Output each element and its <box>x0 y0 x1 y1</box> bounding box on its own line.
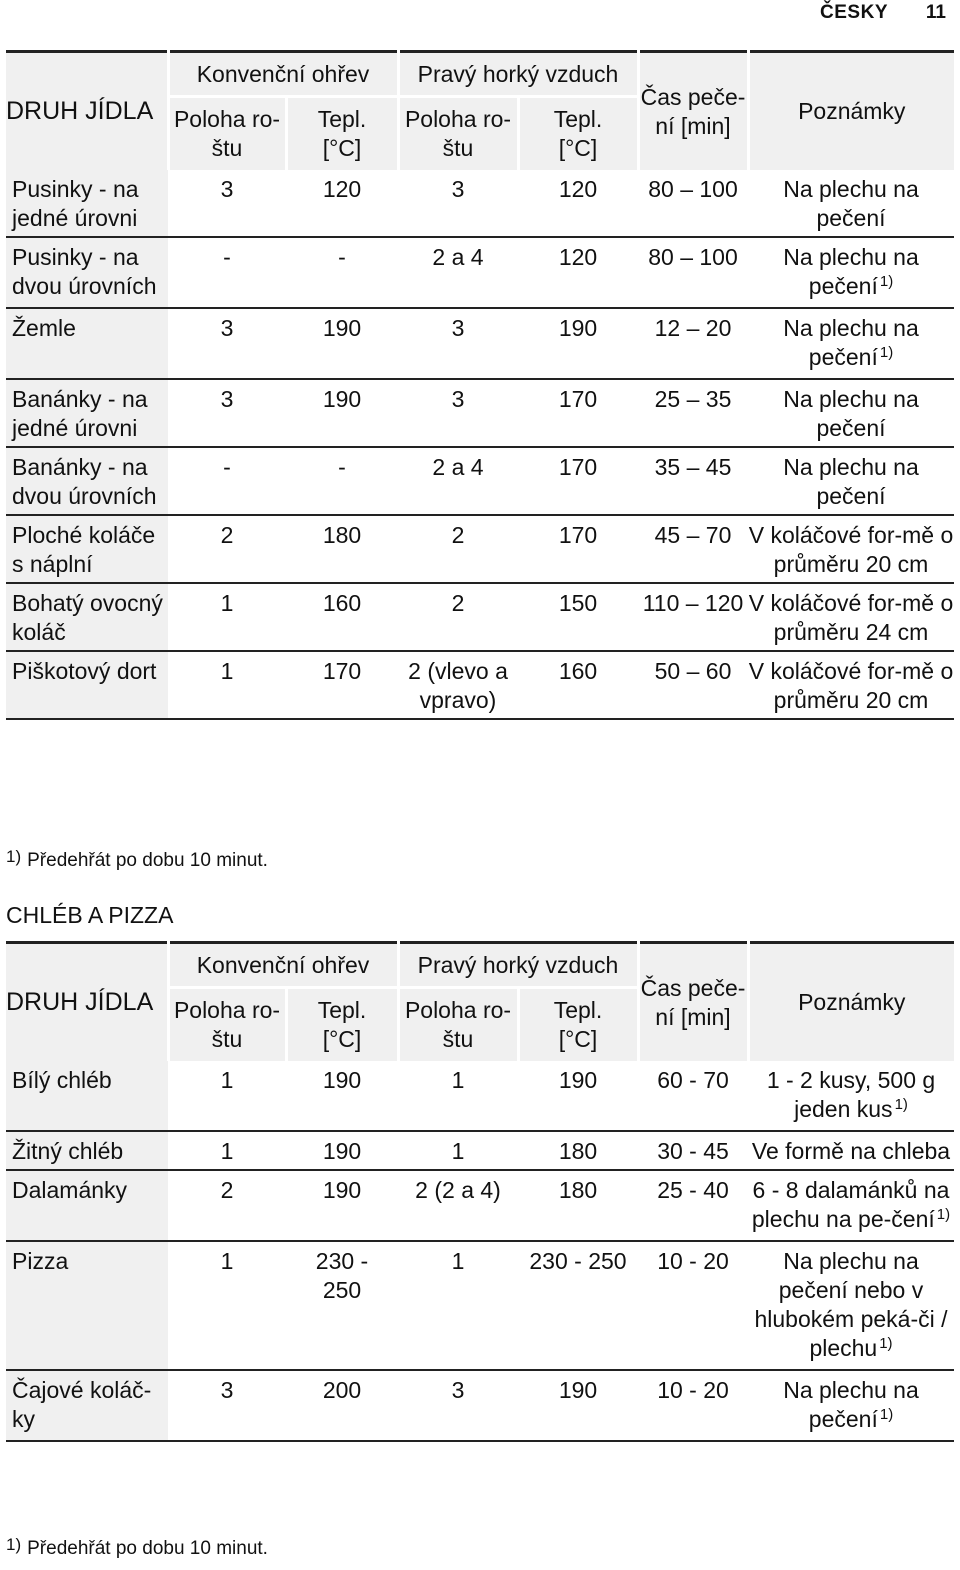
baking-table-cakes <box>6 50 954 720</box>
food-name-cell <box>6 651 168 719</box>
fan-shelf: 3 <box>451 386 465 412</box>
note: Na plechu na pečení <box>783 386 919 441</box>
table-row <box>6 583 954 651</box>
conv-shelf: 2 <box>220 522 234 548</box>
fan-temp-cell <box>518 1170 638 1241</box>
food-name-cell <box>6 1170 168 1241</box>
header-time: Čas peče- ní [min] <box>638 52 748 171</box>
table-row <box>6 308 954 379</box>
food-name: Banánky - na dvou úrovních <box>12 454 157 509</box>
note-cell <box>748 379 954 447</box>
fan-temp-cell <box>518 1370 638 1441</box>
fan-temp: 190 <box>558 1067 598 1093</box>
fan-temp-cell <box>518 1061 638 1131</box>
food-name-cell <box>6 1241 168 1370</box>
page-number: 11 <box>925 2 946 23</box>
conv-shelf-cell <box>168 379 286 447</box>
baking-time-cell <box>638 515 748 583</box>
conv-shelf-cell <box>168 1241 286 1370</box>
header-true-fan: Pravý horký vzduch <box>398 943 638 988</box>
header-fan-shelf: Poloha ro- štu <box>398 97 518 171</box>
food-name: Pizza <box>12 1248 69 1274</box>
conv-temp: 190 <box>322 1138 362 1164</box>
baking-time: 25 – 35 <box>654 386 732 412</box>
fan-shelf: 1 <box>451 1138 465 1164</box>
table-row <box>6 651 954 719</box>
fan-shelf-cell <box>398 1170 518 1241</box>
baking-time-cell <box>638 1370 748 1441</box>
footnote-marker: 1) <box>936 1206 951 1223</box>
header-conv-shelf: Poloha ro- štu <box>168 97 286 171</box>
baking-time-cell <box>638 237 748 308</box>
conv-temp: 160 <box>322 590 362 616</box>
baking-time-cell <box>638 1131 748 1170</box>
footnote-marker: 1) <box>879 1335 893 1352</box>
fan-shelf-cell <box>398 170 518 237</box>
fan-temp-cell <box>518 237 638 308</box>
fan-shelf-cell <box>398 583 518 651</box>
footnote-marker: 1) <box>879 344 894 361</box>
conv-temp-cell <box>286 1370 398 1441</box>
conv-temp: 170 <box>322 658 362 684</box>
note: Na plechu na pečení <box>783 176 919 231</box>
conv-shelf: 3 <box>220 1377 234 1403</box>
food-name-cell <box>6 1061 168 1131</box>
conv-shelf-cell <box>168 1370 286 1441</box>
conv-shelf: 1 <box>220 1067 234 1093</box>
conv-temp-cell <box>286 1170 398 1241</box>
baking-time: 80 – 100 <box>648 176 738 202</box>
footnote-marker: 1) <box>894 1096 908 1113</box>
baking-time-cell <box>638 1241 748 1370</box>
fan-temp: 230 - 250 <box>529 1248 627 1274</box>
conv-temp: 120 <box>322 176 362 202</box>
fan-shelf: 2 (vlevo a vpravo) <box>408 658 508 713</box>
footnote-marker: 1) <box>879 1406 894 1423</box>
fan-temp: 180 <box>558 1138 598 1164</box>
header-food: DRUH JÍDLA <box>6 52 168 171</box>
note-cell <box>748 1370 954 1441</box>
conv-temp-cell <box>286 379 398 447</box>
baking-time: 80 – 100 <box>648 244 738 270</box>
baking-time-cell <box>638 308 748 379</box>
note-cell <box>748 170 954 237</box>
conv-shelf-cell <box>168 170 286 237</box>
conv-temp-cell <box>286 583 398 651</box>
fan-shelf: 2 <box>451 590 465 616</box>
fan-shelf-cell <box>398 308 518 379</box>
fan-temp: 120 <box>558 176 598 202</box>
food-name: Ploché koláče s náplní <box>12 522 156 577</box>
baking-time: 60 - 70 <box>657 1067 729 1093</box>
food-name-cell <box>6 308 168 379</box>
conv-shelf-cell <box>168 1061 286 1131</box>
food-name-cell <box>6 1370 168 1441</box>
header-conventional: Konvenční ohřev <box>168 52 398 97</box>
table-row <box>6 1241 954 1370</box>
note: Na plechu na pečení <box>783 315 919 370</box>
baking-time-cell <box>638 1170 748 1241</box>
food-name: Bílý chléb <box>12 1067 112 1093</box>
note: V koláčové for-mě o průměru 24 cm <box>748 590 954 645</box>
note-cell <box>748 1241 954 1370</box>
fan-shelf: 2 (2 a 4) <box>415 1177 501 1203</box>
food-name: Dalamánky <box>12 1177 128 1203</box>
conv-temp: 190 <box>322 1177 362 1203</box>
fan-shelf-cell <box>398 515 518 583</box>
note-cell <box>748 1131 954 1170</box>
table-row <box>6 515 954 583</box>
food-name: Žitný chléb <box>12 1138 124 1164</box>
fan-temp: 180 <box>558 1177 598 1203</box>
note: V koláčové for-mě o průměru 20 cm <box>748 522 954 577</box>
header-time: Čas peče- ní [min] <box>638 943 748 1062</box>
fan-shelf: 3 <box>451 315 465 341</box>
fan-shelf-cell <box>398 1131 518 1170</box>
table-row <box>6 237 954 308</box>
conv-shelf: 1 <box>220 1138 234 1164</box>
conv-shelf-cell <box>168 237 286 308</box>
food-name: Bohatý ovocný koláč <box>12 590 163 645</box>
fan-temp: 150 <box>558 590 598 616</box>
baking-time-cell <box>638 447 748 515</box>
conv-temp: 230 - 250 <box>315 1248 369 1303</box>
note: Na plechu na pečení <box>783 244 919 299</box>
conv-shelf: - <box>223 244 231 270</box>
food-name-cell <box>6 379 168 447</box>
conv-temp: 190 <box>322 315 362 341</box>
table-row <box>6 1061 954 1131</box>
baking-time-cell <box>638 170 748 237</box>
conv-shelf: - <box>223 454 231 480</box>
note: Na plechu na pečení <box>783 454 919 509</box>
conv-shelf-cell <box>168 1131 286 1170</box>
table-row <box>6 1370 954 1441</box>
fan-temp: 170 <box>558 454 598 480</box>
fan-temp: 190 <box>558 315 598 341</box>
fan-temp-cell <box>518 515 638 583</box>
food-name-cell <box>6 515 168 583</box>
note-cell <box>748 308 954 379</box>
fan-temp: 170 <box>558 522 598 548</box>
note-cell <box>748 1061 954 1131</box>
conv-temp-cell <box>286 308 398 379</box>
header-fan-shelf: Poloha ro- štu <box>398 988 518 1062</box>
conv-temp-cell <box>286 1131 398 1170</box>
baking-time: 35 – 45 <box>654 454 732 480</box>
note-cell <box>748 651 954 719</box>
conv-shelf-cell <box>168 515 286 583</box>
conv-shelf: 1 <box>220 1248 234 1274</box>
note: 6 - 8 dalamánků na plechu na pe-čení <box>751 1177 950 1232</box>
conv-temp-cell <box>286 515 398 583</box>
note-cell <box>748 583 954 651</box>
header-fan-temp: Tepl. [°C] <box>518 97 638 171</box>
note-cell <box>748 515 954 583</box>
fan-shelf: 3 <box>451 176 465 202</box>
fan-shelf-cell <box>398 237 518 308</box>
header-food: DRUH JÍDLA <box>6 943 168 1062</box>
fan-shelf: 2 <box>451 522 465 548</box>
header-conventional: Konvenční ohřev <box>168 943 398 988</box>
fan-temp: 170 <box>558 386 598 412</box>
note-cell <box>748 237 954 308</box>
note: Ve formě na chleba <box>751 1138 951 1164</box>
conv-temp-cell <box>286 1061 398 1131</box>
fan-temp-cell <box>518 651 638 719</box>
baking-time-cell <box>638 1061 748 1131</box>
fan-shelf: 2 a 4 <box>432 454 484 480</box>
food-name-cell <box>6 447 168 515</box>
baking-time: 12 – 20 <box>654 315 732 341</box>
conv-temp: 200 <box>322 1377 362 1403</box>
table-row <box>6 379 954 447</box>
fan-shelf-cell <box>398 1370 518 1441</box>
table-row <box>6 170 954 237</box>
conv-temp: 190 <box>322 386 362 412</box>
baking-time-cell <box>638 651 748 719</box>
fan-temp-cell <box>518 308 638 379</box>
note: Na plechu na pečení nebo v hlubokém peká-či / plechu <box>754 1248 948 1361</box>
fan-shelf-cell <box>398 447 518 515</box>
note: 1 - 2 kusy, 500 g jeden kus <box>766 1067 936 1122</box>
baking-time: 10 - 20 <box>657 1248 729 1274</box>
fan-temp-cell <box>518 583 638 651</box>
header-notes: Poznámky <box>748 943 954 1062</box>
conv-temp-cell <box>286 1241 398 1370</box>
food-name: Pusinky - na dvou úrovních <box>12 244 157 299</box>
conv-temp-cell <box>286 651 398 719</box>
food-name-cell <box>6 170 168 237</box>
food-name: Banánky - na jedné úrovni <box>12 386 148 441</box>
conv-shelf: 3 <box>220 176 234 202</box>
fan-temp: 120 <box>558 244 598 270</box>
table-row <box>6 1131 954 1170</box>
baking-time: 45 – 70 <box>654 522 732 548</box>
conv-shelf: 3 <box>220 386 234 412</box>
fan-temp-cell <box>518 170 638 237</box>
conv-temp: 180 <box>322 522 362 548</box>
page-header <box>0 0 960 28</box>
conv-temp-cell <box>286 170 398 237</box>
conv-temp-cell <box>286 447 398 515</box>
fan-temp-cell <box>518 1131 638 1170</box>
fan-shelf-cell <box>398 1241 518 1370</box>
header-fan-temp: Tepl. [°C] <box>518 988 638 1062</box>
conv-shelf-cell <box>168 447 286 515</box>
fan-temp: 190 <box>558 1377 598 1403</box>
food-name: Pusinky - na jedné úrovni <box>12 176 139 231</box>
note-cell <box>748 1170 954 1241</box>
header-true-fan: Pravý horký vzduch <box>398 52 638 97</box>
fan-temp-cell <box>518 1241 638 1370</box>
baking-table-bread <box>6 941 954 1442</box>
section-title-bread-pizza: CHLÉB A PIZZA <box>6 902 174 928</box>
header-conv-temp: Tepl. [°C] <box>286 97 398 171</box>
baking-time: 30 - 45 <box>657 1138 729 1164</box>
fan-shelf-cell <box>398 651 518 719</box>
food-name-cell <box>6 583 168 651</box>
food-name: Čajové koláč-ky <box>12 1377 152 1432</box>
conv-temp: - <box>338 244 346 270</box>
table-row <box>6 1170 954 1241</box>
conv-shelf-cell <box>168 651 286 719</box>
fan-shelf-cell <box>398 379 518 447</box>
food-name: Piškotový dort <box>12 658 157 684</box>
fan-shelf: 1 <box>451 1067 465 1093</box>
baking-time: 10 - 20 <box>657 1377 729 1403</box>
note: Na plechu na pečení <box>783 1377 919 1432</box>
conv-shelf-cell <box>168 583 286 651</box>
conv-shelf-cell <box>168 1170 286 1241</box>
note-cell <box>748 447 954 515</box>
fan-shelf: 1 <box>451 1248 465 1274</box>
table-row <box>6 447 954 515</box>
baking-time: 110 – 120 <box>642 590 744 616</box>
footnote: 1) Předehřát po dobu 10 minut. <box>6 847 268 871</box>
baking-time-cell <box>638 583 748 651</box>
fan-shelf: 3 <box>451 1377 465 1403</box>
fan-temp: 160 <box>558 658 598 684</box>
food-name-cell <box>6 237 168 308</box>
conv-temp: - <box>338 454 346 480</box>
fan-temp-cell <box>518 379 638 447</box>
header-conv-shelf: Poloha ro- štu <box>168 988 286 1062</box>
food-name: Žemle <box>12 315 76 341</box>
language-label: ČESKY <box>820 2 888 23</box>
fan-shelf: 2 a 4 <box>432 244 484 270</box>
food-name-cell <box>6 1131 168 1170</box>
fan-temp-cell <box>518 447 638 515</box>
baking-time-cell <box>638 379 748 447</box>
conv-shelf: 3 <box>220 315 234 341</box>
footnote-marker: 1) <box>879 273 894 290</box>
fan-shelf-cell <box>398 1061 518 1131</box>
conv-shelf: 2 <box>220 1177 234 1203</box>
header-notes: Poznámky <box>748 52 954 171</box>
conv-shelf-cell <box>168 308 286 379</box>
conv-temp-cell <box>286 237 398 308</box>
conv-shelf: 1 <box>220 590 234 616</box>
note: V koláčové for-mě o průměru 20 cm <box>748 658 954 713</box>
baking-time: 25 - 40 <box>657 1177 729 1203</box>
header-conv-temp: Tepl. [°C] <box>286 988 398 1062</box>
baking-time: 50 – 60 <box>654 658 732 684</box>
conv-temp: 190 <box>322 1067 362 1093</box>
footnote: 1) Předehřát po dobu 10 minut. <box>6 1535 268 1559</box>
conv-shelf: 1 <box>220 658 234 684</box>
